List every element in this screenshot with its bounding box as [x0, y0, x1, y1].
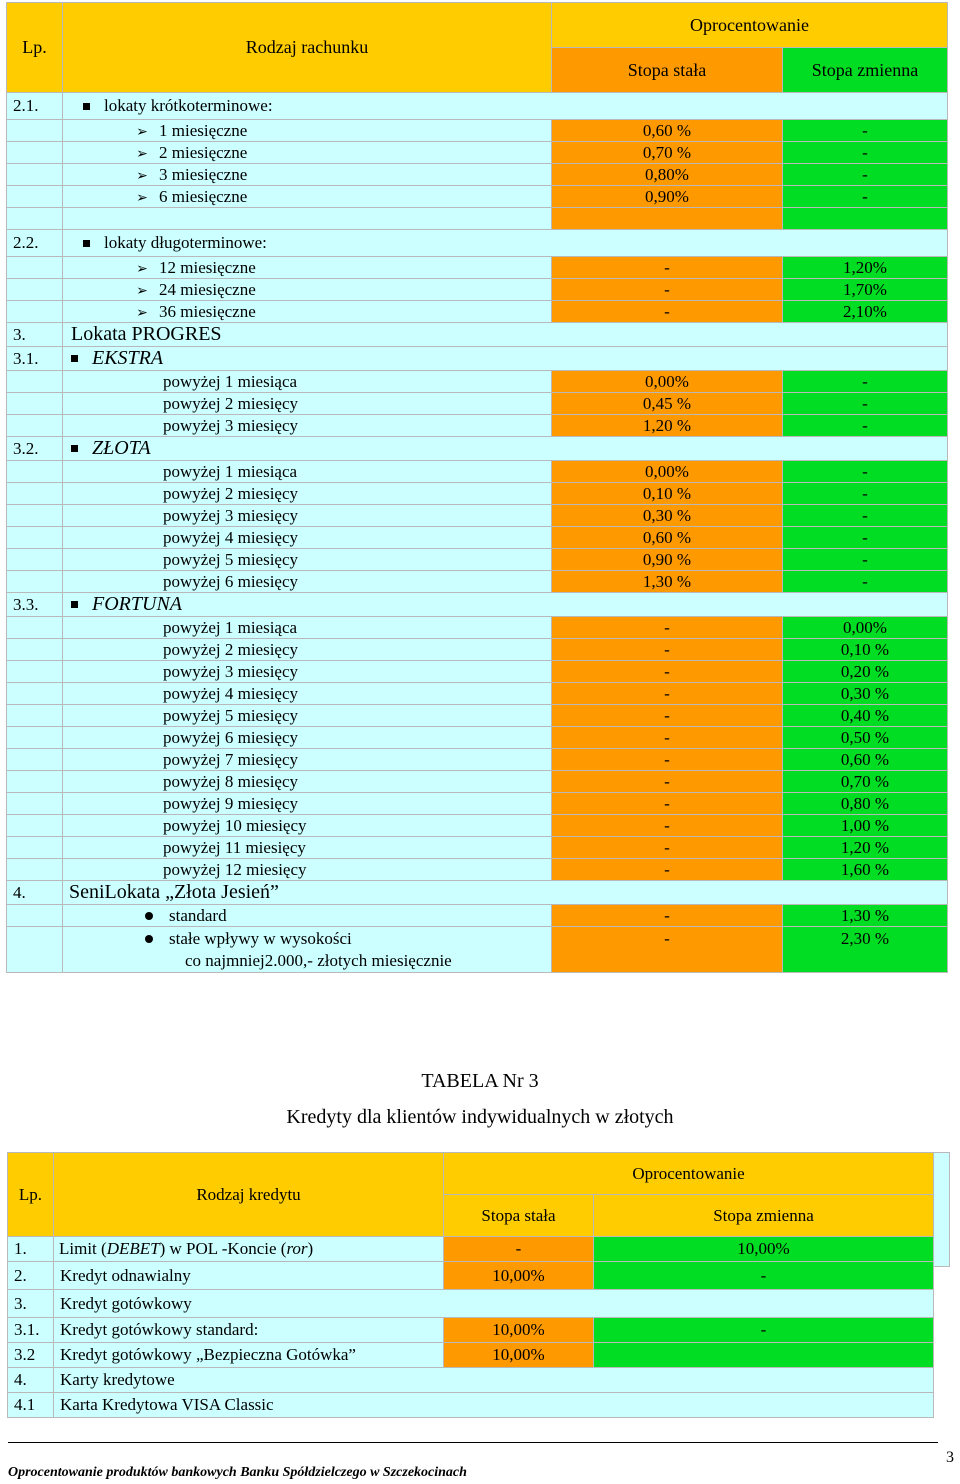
- table-row: ➢ 6 miesięczne 0,90% -: [7, 186, 948, 208]
- col-header-lp: Lp.: [7, 3, 63, 93]
- col-header-zmienna: Stopa zmienna: [783, 48, 948, 93]
- tabela-title: TABELA Nr 3: [421, 1070, 539, 1092]
- col-header-lp: Lp.: [8, 1153, 54, 1237]
- table-row: powyżej 2 miesięcy 0,10 % -: [7, 483, 948, 505]
- table-row: ➢ 36 miesięczne - 2,10%: [7, 301, 948, 323]
- section-number: 3.2.: [7, 437, 63, 461]
- footer-divider: [8, 1442, 938, 1443]
- table-row: powyżej 10 miesięcy - 1,00 %: [7, 815, 948, 837]
- arrow-bullet-icon: ➢: [136, 124, 148, 140]
- table-row: powyżej 8 miesięcy - 0,70 %: [7, 771, 948, 793]
- deposit-rates-table: [6, 2, 948, 973]
- arrow-bullet-icon: ➢: [136, 168, 148, 184]
- table-row: ➢ 2 miesięczne 0,70 % -: [7, 142, 948, 164]
- section-number: 3.3.: [7, 593, 63, 617]
- arrow-bullet-icon: ➢: [136, 261, 148, 277]
- table-row: ➢ 12 miesięczne - 1,20%: [7, 257, 948, 279]
- spacer-row: [7, 208, 948, 230]
- section-title: ZŁOTA: [63, 437, 948, 461]
- section-title: lokaty długoterminowe:: [63, 230, 948, 257]
- square-bullet-icon: [83, 240, 90, 247]
- table-row: standard - 1,30 %: [7, 905, 948, 927]
- dot-bullet-icon: [145, 935, 153, 943]
- section-number: 2.2.: [7, 230, 63, 257]
- col-header-zmienna: Stopa zmienna: [594, 1195, 934, 1237]
- table-row: powyżej 6 miesięcy 1,30 % -: [7, 571, 948, 593]
- page-number: 3: [946, 1449, 954, 1466]
- section-title: SeniLokata „Złota Jesień”: [63, 881, 948, 905]
- section-number: 3.: [7, 323, 63, 347]
- table-row: powyżej 3 miesięcy 0,30 % -: [7, 505, 948, 527]
- table-row: 1. Limit (DEBET) w POL -Koncie (ror) - 10,00%: [8, 1237, 934, 1262]
- table-row: powyżej 3 miesięcy 1,20 % -: [7, 415, 948, 437]
- table-row: powyżej 1 miesiąca - 0,00%: [7, 617, 948, 639]
- section-number: 2.1.: [7, 93, 63, 120]
- col-header-stala: Stopa stała: [552, 48, 783, 93]
- table-row: powyżej 2 miesięcy 0,45 % -: [7, 393, 948, 415]
- section-number: 3.1.: [7, 347, 63, 371]
- section-title: Lokata PROGRES: [63, 323, 948, 347]
- table-row: 4.1 Karta Kredytowa VISA Classic: [8, 1393, 934, 1418]
- table-row: powyżej 4 miesięcy 0,60 % -: [7, 527, 948, 549]
- table-row: powyżej 7 miesięcy - 0,60 %: [7, 749, 948, 771]
- col-header-oprocentowanie: Oprocentowanie: [444, 1153, 934, 1195]
- table-row: ➢ 1 miesięczne 0,60 % -: [7, 120, 948, 142]
- table-row: 3.1. Kredyt gotówkowy standard: 10,00% -: [8, 1318, 934, 1343]
- table-row: powyżej 9 miesięcy - 0,80 %: [7, 793, 948, 815]
- col-header-oprocentowanie: Oprocentowanie: [552, 3, 948, 48]
- table-row: 3. Kredyt gotówkowy: [8, 1290, 934, 1318]
- square-bullet-icon: [83, 103, 90, 110]
- table-row: powyżej 6 miesięcy - 0,50 %: [7, 727, 948, 749]
- credit-rates-table: [7, 1152, 934, 1418]
- section-title: lokaty krótkoterminowe:: [63, 93, 948, 120]
- col-header-rodzaj: Rodzaj kredytu: [54, 1153, 444, 1237]
- table-edge-strip: [932, 1152, 950, 1267]
- table-row: stałe wpływy w wysokości co najmniej2.000,- złotych miesięcznie - 2,30 %: [7, 927, 948, 973]
- section-number: 4.: [7, 881, 63, 905]
- table-row: powyżej 11 miesięcy - 1,20 %: [7, 837, 948, 859]
- section-title: FORTUNA: [63, 593, 948, 617]
- col-header-rodzaj: Rodzaj rachunku: [63, 3, 552, 93]
- table-row: ➢ 3 miesięczne 0,80% -: [7, 164, 948, 186]
- section-title: EKSTRA: [63, 347, 948, 371]
- table-row: 3.2 Kredyt gotówkowy „Bezpieczna Gotówka” 10,00%: [8, 1343, 934, 1368]
- square-bullet-icon: [71, 445, 78, 452]
- table-row: powyżej 5 miesięcy - 0,40 %: [7, 705, 948, 727]
- tabela-subtitle: Kredyty dla klientów indywidualnych w złotych: [286, 1106, 674, 1128]
- dot-bullet-icon: [145, 912, 153, 920]
- table-row: 2. Kredyt odnawialny 10,00% -: [8, 1262, 934, 1290]
- table-row: powyżej 4 miesięcy - 0,30 %: [7, 683, 948, 705]
- table-row: ➢ 24 miesięczne - 1,70%: [7, 279, 948, 301]
- square-bullet-icon: [71, 355, 78, 362]
- table-row: powyżej 5 miesięcy 0,90 % -: [7, 549, 948, 571]
- table-row: powyżej 1 miesiąca 0,00% -: [7, 461, 948, 483]
- table-row: powyżej 2 miesięcy - 0,10 %: [7, 639, 948, 661]
- col-header-stala: Stopa stała: [444, 1195, 594, 1237]
- table-row: powyżej 12 miesięcy - 1,60 %: [7, 859, 948, 881]
- footer-text: Oprocentowanie produktów bankowych Banku Spółdzielczego w Szczekocinach: [8, 1465, 467, 1480]
- table-row: powyżej 1 miesiąca 0,00% -: [7, 371, 948, 393]
- table-row: powyżej 3 miesięcy - 0,20 %: [7, 661, 948, 683]
- arrow-bullet-icon: ➢: [136, 283, 148, 299]
- table-row: 4. Karty kredytowe: [8, 1368, 934, 1393]
- arrow-bullet-icon: ➢: [136, 190, 148, 206]
- arrow-bullet-icon: ➢: [136, 305, 148, 321]
- square-bullet-icon: [71, 601, 78, 608]
- arrow-bullet-icon: ➢: [136, 146, 148, 162]
